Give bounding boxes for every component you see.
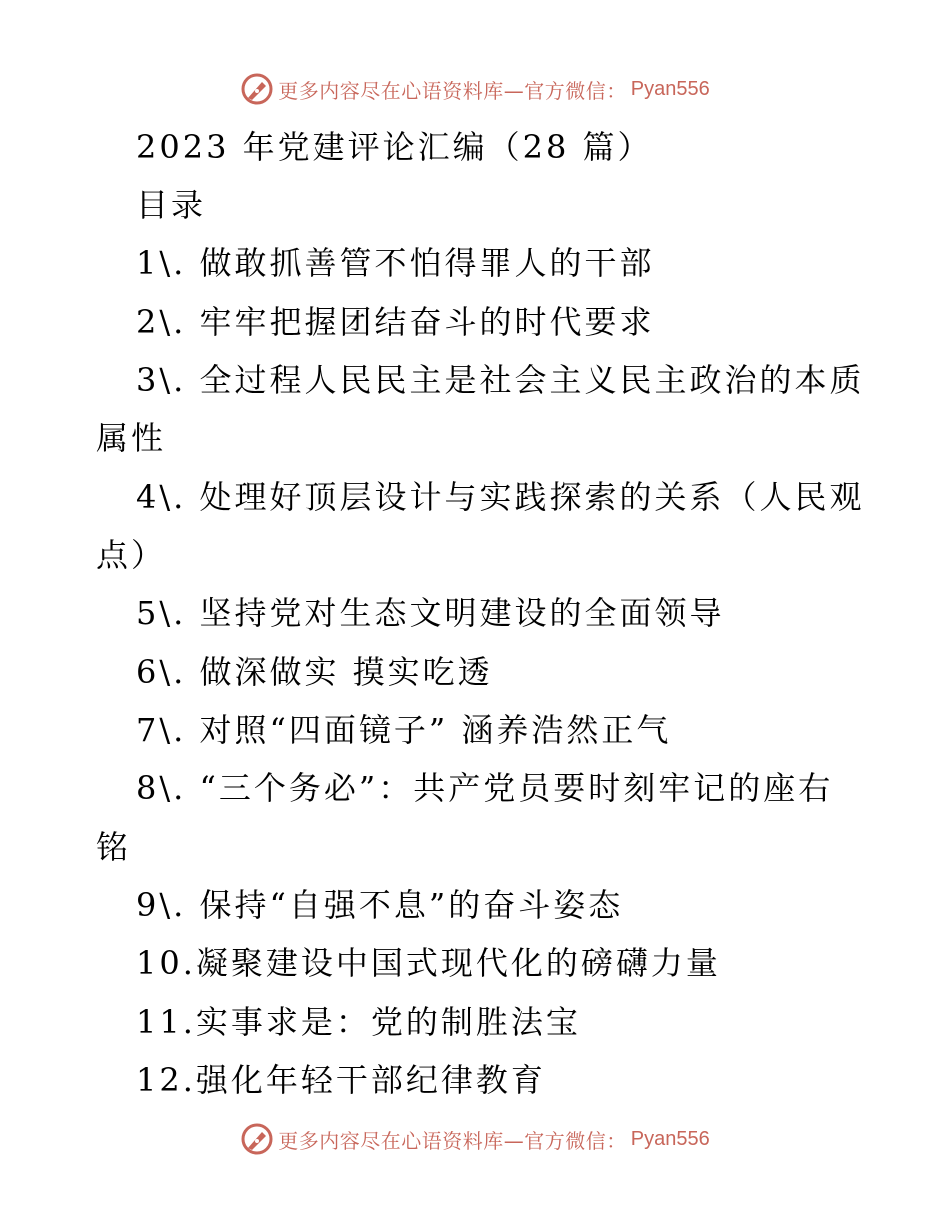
- toc-item-continuation: 点）: [96, 536, 167, 574]
- pen-nib-circle-logo-icon: [240, 1122, 274, 1156]
- toc-item: 10.凝聚建设中国式现代化的磅礴力量: [136, 944, 721, 982]
- watermark-footer: [0, 1122, 950, 1156]
- watermark-wechat-id: Pyan556: [630, 1127, 710, 1150]
- toc-item: 6\. 做深做实 摸实吃透: [136, 653, 493, 691]
- pen-nib-circle-logo-icon: [240, 72, 274, 106]
- toc-item-continuation: 铭: [96, 828, 132, 866]
- toc-item: 8\. “三个务必”：共产党员要时刻牢记的座右: [136, 769, 834, 807]
- document-title: 2023 年党建评论汇编（28 篇）: [136, 128, 653, 166]
- watermark-text: 更多内容尽在心语资料库—官方微信：: [278, 78, 627, 103]
- toc-item: 4\. 处理好顶层设计与实践探索的关系（人民观: [136, 478, 865, 516]
- watermark-header: [0, 72, 950, 106]
- toc-item: 12.强化年轻干部纪律教育: [136, 1061, 546, 1099]
- toc-item: 9\. 保持“自强不息”的奋斗姿态: [136, 886, 624, 924]
- toc-item: 5\. 坚持党对生态文明建设的全面领导: [136, 594, 725, 632]
- toc-item: 3\. 全过程人民民主是社会主义民主政治的本质: [136, 361, 865, 399]
- toc-item: 11.实事求是：党的制胜法宝: [136, 1003, 581, 1041]
- watermark-text: 更多内容尽在心语资料库—官方微信：: [278, 1128, 627, 1153]
- watermark-wechat-id: Pyan556: [630, 77, 710, 100]
- toc-item: 2\. 牢牢把握团结奋斗的时代要求: [136, 303, 655, 341]
- toc-item: 1\. 做敢抓善管不怕得罪人的干部: [136, 244, 655, 282]
- toc-heading: 目录: [136, 186, 207, 224]
- toc-item-continuation: 属性: [96, 419, 167, 457]
- toc-item: 7\. 对照“四面镜子” 涵养浩然正气: [136, 711, 672, 749]
